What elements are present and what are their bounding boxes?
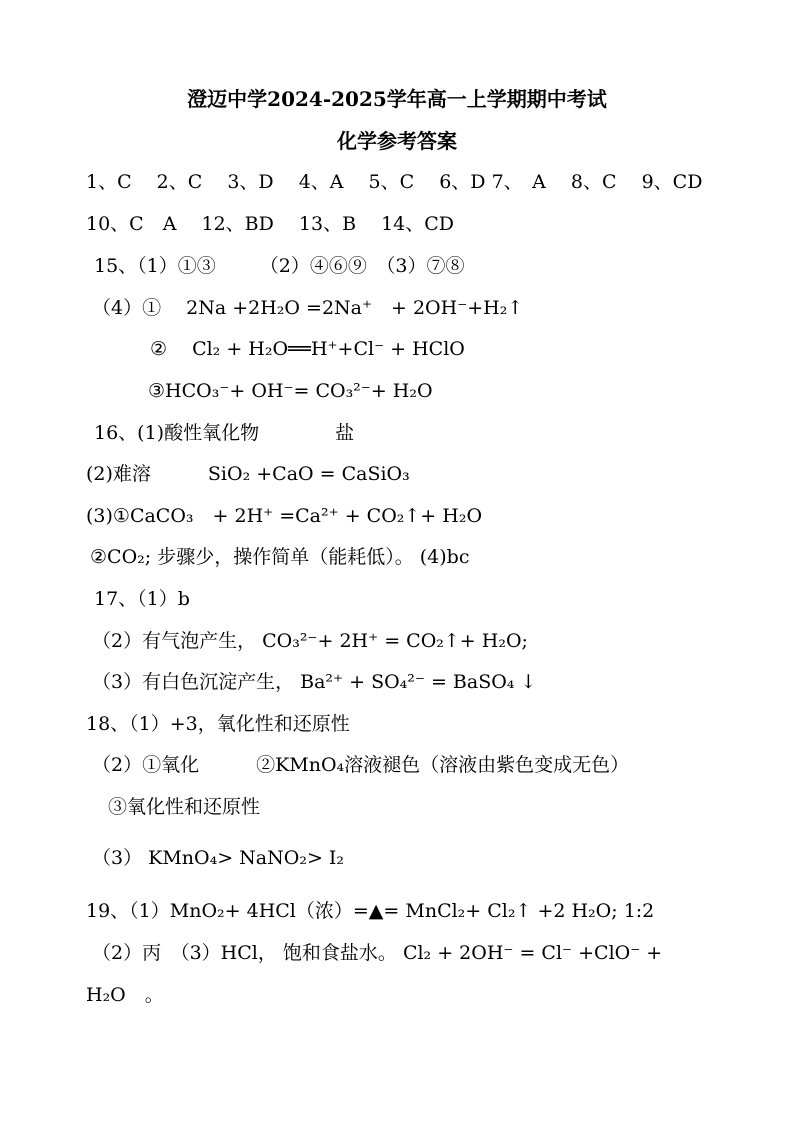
answer-q19-1: 19、（1）MnO₂+ 4HCl（浓）=▲= MnCl₂+ Cl₂↑ +2 H₂O; 1:2 [86,900,655,922]
answer-q15-4b: ② Cl₂ + H₂O══H⁺+Cl⁻ + HClO [150,338,465,360]
answer-q18-1: 18、（1）+3，氧化性和还原性 [86,713,350,735]
answer-line-1: 1、C 2、C 3、D 4、A 5、C 6、D 7、 A 8、C 9、CD [86,171,703,193]
answer-q16-1: 16、(1)酸性氧化物 盐 [94,422,355,444]
answer-q18-2b: ③氧化性和还原性 [108,796,261,818]
page-title: 澄迈中学2024-2025学年高一上学期期中考试 [187,87,607,111]
answer-q16-3: (3)①CaCO₃ + 2H⁺ =Ca²⁺ + CO₂↑+ H₂O [86,505,483,527]
answer-q18-3: （3） KMnO₄> NaNO₂> I₂ [92,847,345,869]
answer-q18-2: （2）①氧化 ②KMnO₄溶液褪色（溶液由紫色变成无色） [92,754,630,776]
answer-q17-2: （2）有气泡产生， CO₃²⁻+ 2H⁺ = CO₂↑+ H₂O; [92,630,528,652]
page-subtitle: 化学参考答案 [337,129,457,153]
answer-q15-4a: （4）① 2Na +2H₂O =2Na⁺ + 2OH⁻+H₂↑ [92,297,524,319]
answer-line-2: 10、C A 12、BD 13、B 14、CD [86,213,455,235]
answer-q16-2: (2)难溶 SiO₂ +CaO = CaSiO₃ [86,463,410,485]
answer-q15-1: 15、（1）①③ （2）④⑥⑨ （3）⑦⑧ [94,255,465,277]
answer-q17-1: 17、（1）b [94,588,190,610]
answer-q19-3: H₂O 。 [86,984,164,1006]
answer-q17-3: （3）有白色沉淀产生， Ba²⁺ + SO₄²⁻ = BaSO₄ ↓ [92,671,537,693]
answer-q15-4c: ③HCO₃⁻+ OH⁻= CO₃²⁻+ H₂O [148,380,433,402]
answer-q19-2: （2）丙 （3）HCl， 饱和食盐水。 Cl₂ + 2OH⁻ = Cl⁻ +ClO⁻ + [92,942,663,964]
answer-q16-3b: ②CO₂; 步骤少，操作简单（能耗低）。 (4)bc [90,546,470,568]
